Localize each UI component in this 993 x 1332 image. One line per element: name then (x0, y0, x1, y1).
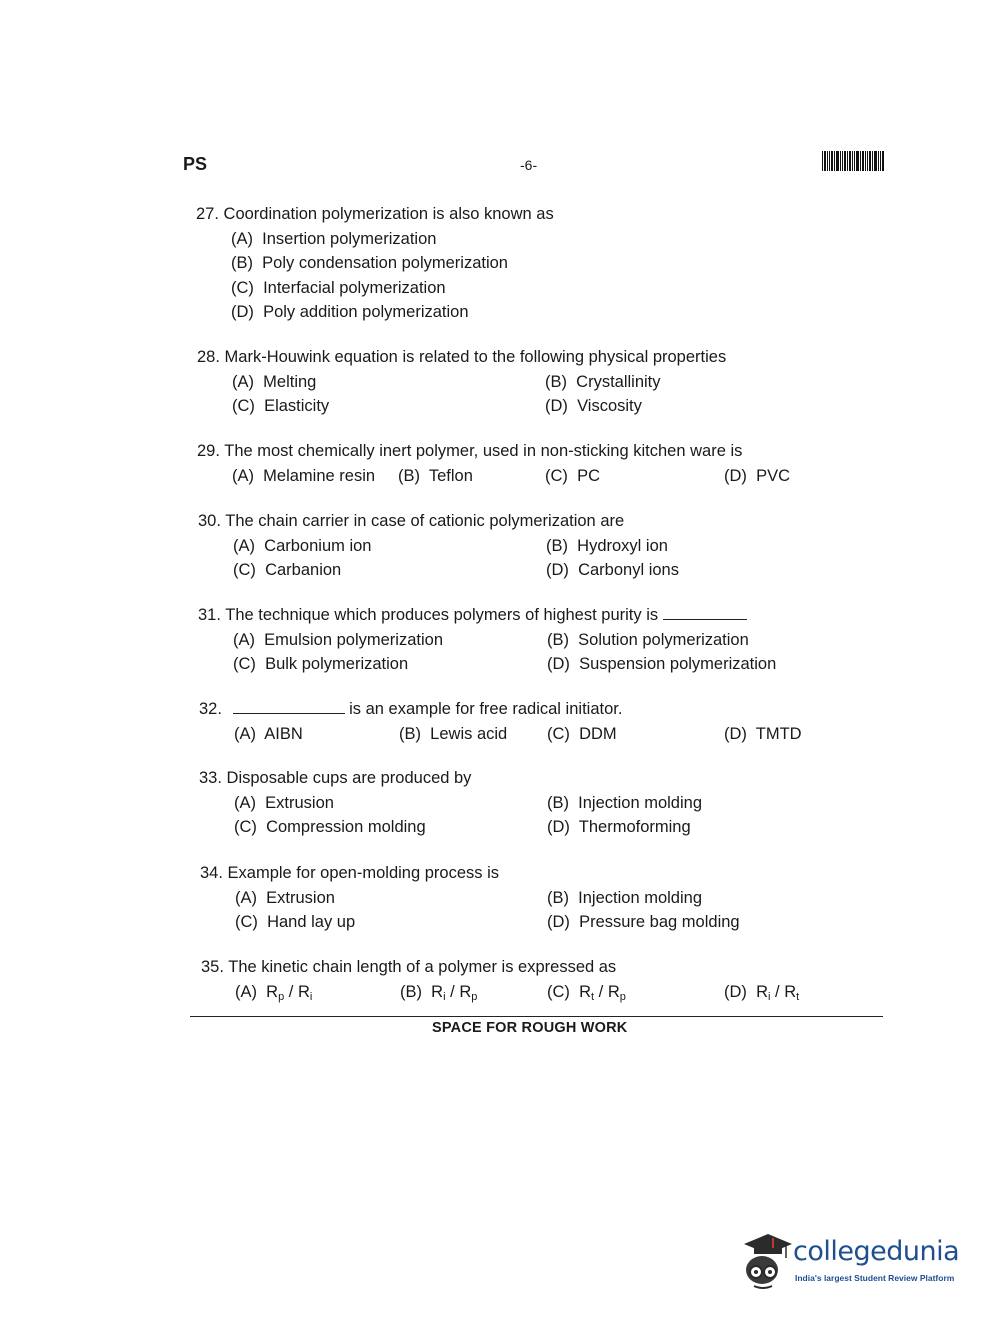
option-c: (C) Compression molding (234, 818, 426, 836)
option-a: (A) Extrusion (234, 793, 334, 812)
question-34 (200, 861, 860, 937)
option-c: (C) DDM (547, 724, 617, 743)
option-d: (D) PVC (724, 466, 791, 485)
question-number: 31. (198, 606, 221, 624)
question-stem: The most chemically inert polymer, used in non-sticking kitchen ware is (224, 442, 743, 460)
question-number: 33. (199, 769, 222, 787)
question-number: 28. (197, 348, 220, 366)
question-stem: The kinetic chain length of a polymer is expressed as (228, 958, 617, 976)
option-b: (B) Hydroxyl ion (546, 536, 668, 555)
question-33 (199, 766, 859, 842)
question-stem: Disposable cups are produced by (226, 769, 472, 787)
question-stem: The technique which produces polymers of highest purity is (225, 606, 659, 624)
option-c: (C) Carbanion (233, 561, 342, 579)
option-b: (B) Poly condensation polymerization (231, 254, 508, 272)
answer-blank (663, 605, 747, 620)
option-a: (A) Melamine resin (232, 466, 376, 485)
question-stem: Mark-Houwink equation is related to the following physical properties (224, 348, 727, 366)
question-30 (198, 509, 858, 585)
option-d: (D) TMTD (724, 724, 802, 743)
rough-work-label: SPACE FOR ROUGH WORK (432, 1020, 628, 1036)
question-31 (198, 603, 858, 679)
option-a: (A) Extrusion (235, 888, 335, 907)
question-27 (196, 202, 836, 327)
option-a: (A) AIBN (234, 724, 303, 743)
option-c: (C) Hand lay up (235, 913, 356, 931)
barcode-icon (822, 151, 884, 171)
question-stem: Coordination polymerization is also known as (223, 205, 554, 223)
logo-wordmark: collegedunia (793, 1236, 960, 1267)
question-number: 34. (200, 864, 223, 882)
page-number: -6- (520, 157, 538, 173)
question-35 (201, 955, 861, 1010)
option-d: (D) Thermoforming (547, 818, 691, 836)
option-c: (C) Interfacial polymerization (231, 278, 446, 297)
option-b: (B) $R_i / R_p$ (400, 982, 478, 1003)
question-number: 27. (196, 205, 219, 223)
option-d: (D) Viscosity (545, 397, 642, 415)
logo-tagline: India's largest Student Review Platform (795, 1273, 955, 1283)
question-number: 35. (201, 958, 224, 976)
option-d: (D) $R_i / R_t$ (724, 982, 800, 1003)
option-a: (A) Carbonium ion (233, 536, 372, 555)
option-a: (A) $R_p / R_i$ (235, 982, 313, 1003)
option-c: (C) Bulk polymerization (233, 655, 409, 673)
question-number: 32. (199, 700, 222, 718)
option-b: (B) Injection molding (547, 793, 702, 812)
option-c: (C) Elasticity (232, 397, 330, 415)
option-b: (B) Crystallinity (545, 372, 661, 391)
option-c: (C) PC (545, 466, 600, 485)
option-d: (D) Poly addition polymerization (231, 303, 469, 321)
answer-blank (233, 699, 345, 714)
exam-code: PS (183, 154, 208, 174)
option-b: (B) Injection molding (547, 888, 702, 907)
option-b: (B) Lewis acid (399, 724, 508, 743)
option-a: (A) Melting (232, 372, 317, 391)
option-d: (D) Carbonyl ions (546, 561, 679, 579)
option-a: (A) Emulsion polymerization (233, 630, 443, 649)
option-d: (D) Pressure bag molding (547, 913, 740, 931)
question-29 (197, 439, 857, 491)
collegedunia-mascot-icon (736, 1226, 794, 1290)
question-stem: The chain carrier in case of cationic polymerization are (225, 512, 625, 530)
option-d: (D) Suspension polymerization (547, 655, 777, 673)
option-a: (A) Insertion polymerization (231, 229, 437, 248)
option-b: (B) Solution polymerization (547, 630, 749, 649)
divider (190, 1016, 883, 1017)
question-number: 29. (197, 442, 220, 460)
question-stem: Example for open-molding process is (227, 864, 499, 882)
option-b: (B) Teflon (398, 466, 473, 485)
question-stem: is an example for free radical initiator. (349, 700, 623, 718)
option-c: (C) $R_t / R_p$ (547, 982, 626, 1003)
question-number: 30. (198, 512, 221, 530)
question-32 (199, 697, 859, 749)
question-28 (197, 345, 857, 421)
